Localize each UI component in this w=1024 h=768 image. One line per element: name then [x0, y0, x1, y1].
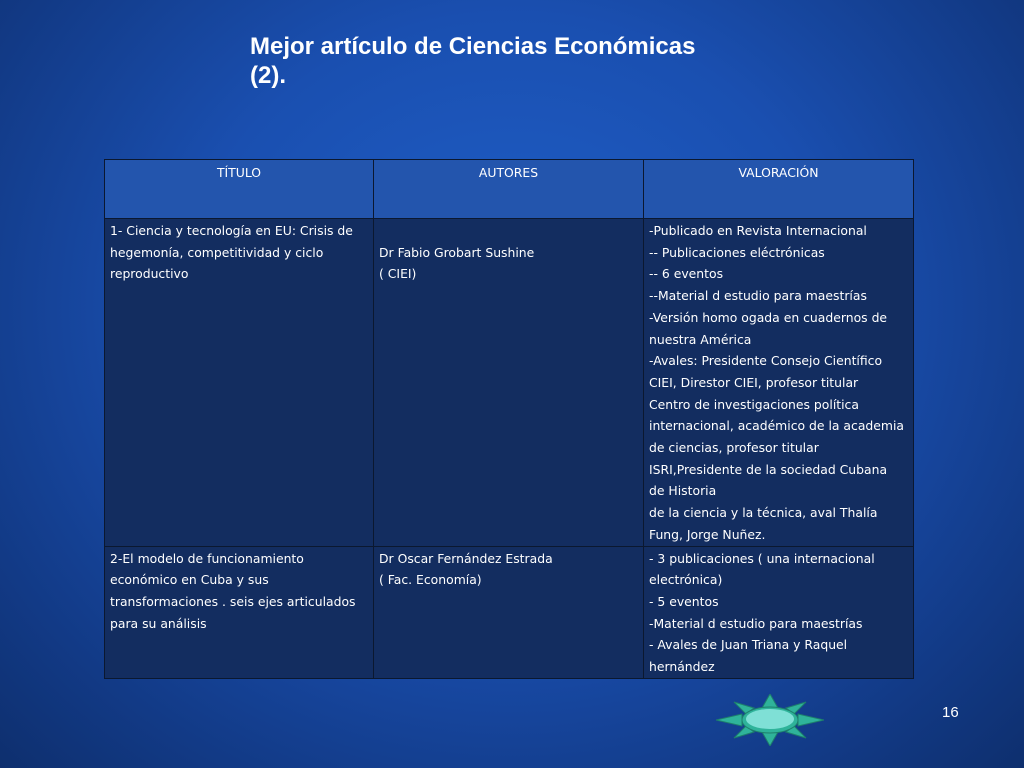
cell-line: económico en Cuba y sus: [110, 572, 269, 588]
cell-line: --Material d estudio para maestrías: [649, 288, 867, 304]
cell-line: hegemonía, competitividad y ciclo: [110, 244, 324, 260]
cell-line: Dr Oscar Fernández Estrada: [379, 550, 553, 566]
cell-line: 1- Ciencia y tecnología en EU: Crisis de: [110, 223, 353, 238]
cell-line: ISRI,Presidente de la sociedad Cubana: [649, 461, 888, 477]
table-header-row: [105, 160, 914, 219]
cell-line: de Historia: [649, 483, 717, 499]
cell-line: reproductivo: [110, 266, 189, 282]
cell-line: -Publicado en Revista Internacional: [649, 223, 867, 238]
cell-line: de ciencias, profesor titular: [649, 440, 819, 456]
cell-titulo: [105, 546, 374, 678]
cell-line: - 5 eventos: [649, 593, 719, 609]
cell-line: CIEI, Direstor CIEI, profesor titular: [649, 374, 859, 390]
cell-titulo: [105, 219, 374, 547]
slide-title: [250, 32, 810, 90]
header-titulo: TÍTULO: [105, 160, 374, 219]
page-number: 16: [942, 704, 959, 721]
cell-autores: [374, 219, 644, 547]
table-row: [105, 219, 914, 547]
cell-line: -Material d estudio para maestrías: [649, 615, 863, 631]
cell-line: internacional, académico de la academia: [649, 418, 905, 434]
cell-line: 2-El modelo de funcionamiento: [110, 550, 304, 566]
cell-valoracion: [644, 546, 914, 678]
cell-autores: [374, 546, 644, 678]
cell-line: Dr Fabio Grobart Sushine: [379, 244, 535, 260]
slide-title-line-1: Mejor artículo de Ciencias Económicas: [250, 33, 696, 60]
cell-line: transformaciones . seis ejes articulados: [110, 593, 356, 609]
cell-line: electrónica): [649, 572, 723, 588]
articles-table: [104, 159, 914, 679]
header-autores: AUTORES: [374, 160, 644, 219]
cell-line: ( CIEI): [379, 266, 417, 282]
cell-line: ( Fac. Economía): [379, 572, 482, 588]
cell-line: -Avales: Presidente Consejo Científico: [649, 353, 883, 369]
cell-line: -- Publicaciones eléctrónicas: [649, 244, 825, 260]
navigation-star-icon[interactable]: [716, 694, 824, 746]
cell-line: de la ciencia y la técnica, aval Thalía: [649, 505, 878, 521]
cell-line: -Versión homo ogada en cuadernos de: [649, 309, 888, 325]
slide-title-line-2: (2).: [250, 62, 286, 89]
cell-valoracion: [644, 219, 914, 547]
cell-line: Fung, Jorge Nuñez.: [649, 526, 766, 542]
header-valoracion: VALORACIÓN: [644, 160, 914, 219]
table-row: [105, 546, 914, 678]
cell-line: Centro de investigaciones política: [649, 396, 859, 412]
cell-line: - Avales de Juan Triana y Raquel: [649, 637, 848, 653]
cell-line: - 3 publicaciones ( una internacional: [649, 550, 875, 566]
cell-line: -- 6 eventos: [649, 266, 724, 282]
cell-spacer: [379, 220, 638, 242]
cell-line: hernández: [649, 659, 715, 675]
cell-line: nuestra América: [649, 331, 752, 347]
cell-line: para su análisis: [110, 615, 207, 631]
